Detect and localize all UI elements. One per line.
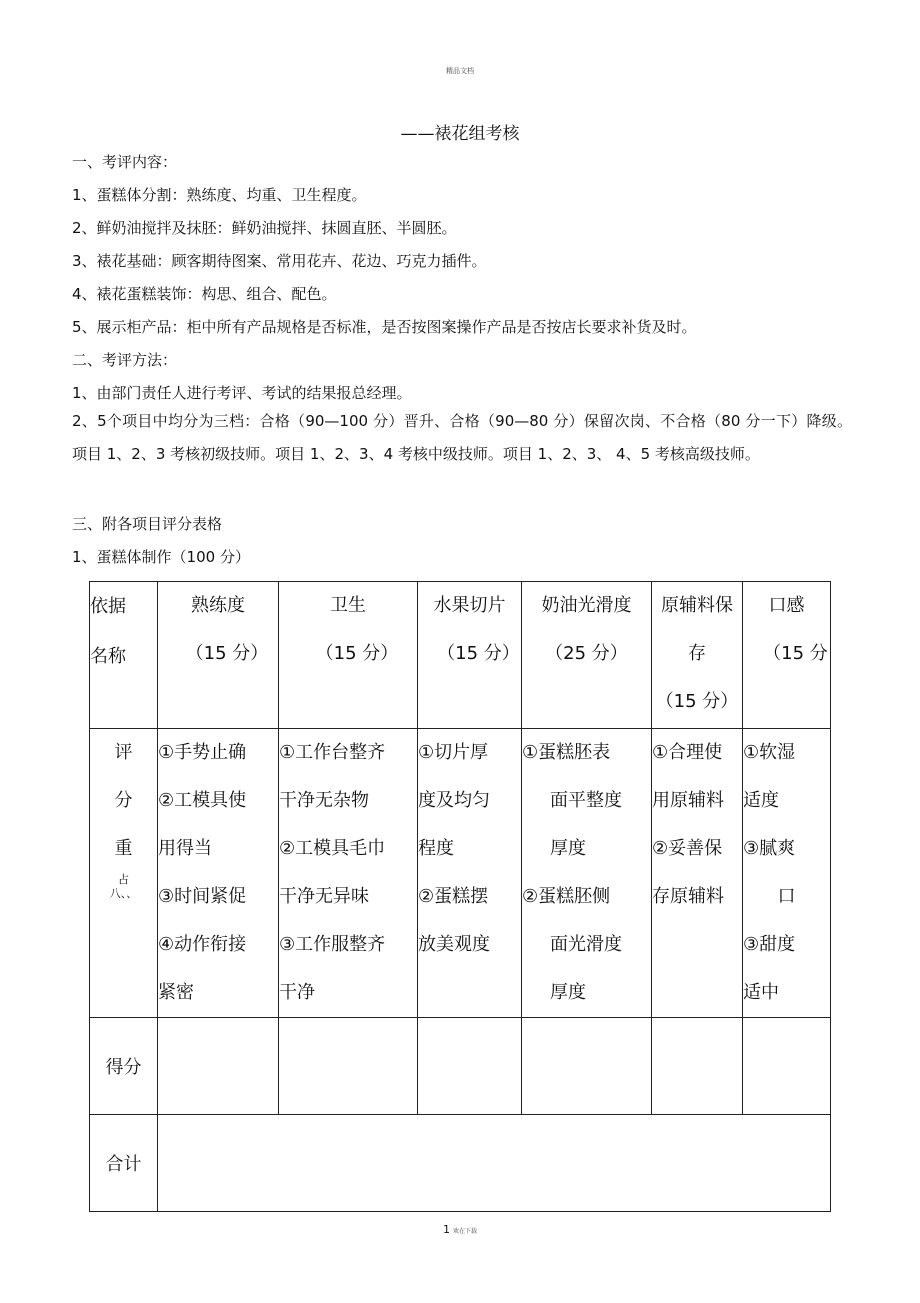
column-header — [652, 582, 743, 729]
row-label-char: 重 — [114, 838, 133, 859]
page-number: 1 — [442, 1223, 450, 1236]
criteria-line: ③工作服整齐 — [279, 934, 386, 955]
table-criteria-row — [90, 729, 831, 1018]
column-points: （25 分） — [545, 643, 628, 664]
table-header-row — [90, 582, 831, 729]
table-score-row — [90, 1018, 831, 1115]
criteria-line: ①工作台整齐 — [279, 742, 386, 763]
corner-label-1: 依据 — [90, 596, 126, 617]
row-label-char: 评 — [114, 742, 133, 763]
score-cell[interactable] — [158, 1018, 279, 1115]
criteria-line: 度及均匀 — [418, 790, 490, 811]
criteria-line: ②工模具毛巾 — [279, 838, 386, 859]
footer-note: 欢在下载 — [452, 1228, 477, 1235]
column-header — [279, 582, 418, 729]
section-1-item-3: 3、裱花基础：顾客期待图案、常用花卉、花边、巧克力插件。 — [72, 252, 487, 270]
criteria-line: 紧密 — [158, 982, 194, 1003]
criteria-line: ①合理使 — [652, 742, 723, 763]
column-header — [522, 582, 652, 729]
criteria-line: ①蛋糕胚表 — [522, 742, 611, 763]
criteria-line: 放美观度 — [418, 934, 490, 955]
column-header — [158, 582, 279, 729]
section-1-item-4: 4、裱花蛋糕装饰：构思、组合、配色。 — [72, 285, 337, 303]
criteria-line: 厚度 — [550, 982, 586, 1003]
criteria-line: ④动作衔接 — [158, 934, 247, 955]
page-title: ——裱花组考核 — [400, 124, 520, 144]
corner-cell — [90, 582, 158, 729]
criteria-line: 干净无杂物 — [279, 790, 369, 811]
criteria-line: ②工模具使 — [158, 790, 247, 811]
criteria-line: 厚度 — [550, 838, 586, 859]
criteria-line: ②蛋糕摆 — [418, 886, 489, 907]
page-footer — [0, 1223, 920, 1236]
criteria-line: 面光滑度 — [550, 934, 622, 955]
criteria-line: ①手势止确 — [158, 742, 247, 763]
total-row-label: 合计 — [90, 1115, 158, 1212]
row-label-small: 八、、 — [109, 887, 138, 900]
score-cell[interactable] — [652, 1018, 743, 1115]
criteria-line: ②妥善保 — [652, 838, 723, 859]
criteria-line: ③腻爽 — [743, 838, 796, 859]
criteria-line: ①切片厚 — [418, 742, 489, 763]
criteria-line: ③甜度 — [743, 934, 796, 955]
score-cell[interactable] — [522, 1018, 652, 1115]
section-2-heading: 二、考评方法： — [72, 351, 178, 369]
criteria-line: ③时间紧促 — [158, 886, 247, 907]
scoring-table — [89, 581, 831, 1212]
criteria-cell — [743, 729, 831, 1018]
column-name: 卫生 — [330, 595, 366, 616]
section-3-heading: 三、附各项目评分表格 — [72, 515, 223, 533]
criteria-line: 适中 — [743, 982, 779, 1003]
criteria-line: 用原辅料 — [652, 790, 724, 811]
criteria-cell — [158, 729, 279, 1018]
column-name: 水果切片 — [433, 595, 506, 616]
criteria-line: 存原辅料 — [652, 886, 724, 907]
section-2-item-2: 2、5个项目中均分为三档：合格（90—100 分）晋升、合格（90—80 分）保留次岗、不合格（80 分一下）降级。项目 1、2、3 考核初级技师。项目 1、2、3、4 考核中级技师。项目 1、2、3、 4、5 考核高级技师。 — [72, 412, 852, 463]
column-name: 口感 — [768, 595, 805, 616]
score-cell[interactable] — [743, 1018, 831, 1115]
criteria-line: 口 — [777, 886, 796, 907]
column-points: （15 分） — [437, 643, 520, 664]
criteria-cell — [652, 729, 743, 1018]
criteria-line: 面平整度 — [550, 790, 622, 811]
score-cell[interactable] — [279, 1018, 418, 1115]
section-1-item-5: 5、展示柜产品：柜中所有产品规格是否标准，是否按图案操作产品是否按店长要求补货及时。 — [72, 318, 697, 336]
corner-label-2: 名称 — [90, 646, 126, 667]
section-2-item-1: 1、由部门责任人进行考评、考试的结果报总经理。 — [72, 384, 412, 402]
criteria-line: 用得当 — [158, 838, 212, 859]
criteria-line: ②蛋糕胚侧 — [522, 886, 611, 907]
criteria-line: 干净无异味 — [279, 886, 369, 907]
criteria-cell — [279, 729, 418, 1018]
column-header — [418, 582, 522, 729]
section-3-subheading: 1、蛋糕体制作（100 分） — [72, 548, 250, 566]
score-row-label: 得分 — [90, 1018, 158, 1115]
criteria-line: 程度 — [418, 838, 454, 859]
section-1-item-1: 1、蛋糕体分割：熟练度、均重、卫生程度。 — [72, 186, 367, 204]
column-points: （15 分） — [185, 643, 269, 664]
row-label-char: 分 — [114, 790, 133, 811]
column-name: 奶油光滑度 — [541, 595, 632, 616]
criteria-row-label — [90, 729, 158, 1018]
column-points: （15 分 — [763, 643, 828, 664]
column-header — [743, 582, 831, 729]
total-cell[interactable] — [158, 1115, 831, 1212]
criteria-line: 干净 — [279, 982, 315, 1003]
table-total-row — [90, 1115, 831, 1212]
criteria-line: ①软湿 — [743, 742, 796, 763]
column-name-line-2: 存 — [688, 643, 706, 664]
row-label-small: 占 — [118, 873, 129, 886]
criteria-cell — [418, 729, 522, 1018]
header-tag: 精品文档 — [446, 67, 474, 75]
column-points: （15 分） — [655, 691, 739, 712]
section-1-heading: 一、考评内容： — [72, 153, 178, 171]
column-name-line-1: 原辅料保 — [661, 595, 733, 616]
criteria-line: 适度 — [743, 790, 779, 811]
column-points: （15 分） — [315, 643, 399, 664]
score-cell[interactable] — [418, 1018, 522, 1115]
column-name: 熟练度 — [191, 595, 245, 616]
criteria-cell — [522, 729, 652, 1018]
section-1-item-2: 2、鲜奶油搅拌及抹胚：鲜奶油搅拌、抹圆直胚、半圆胚。 — [72, 219, 457, 237]
